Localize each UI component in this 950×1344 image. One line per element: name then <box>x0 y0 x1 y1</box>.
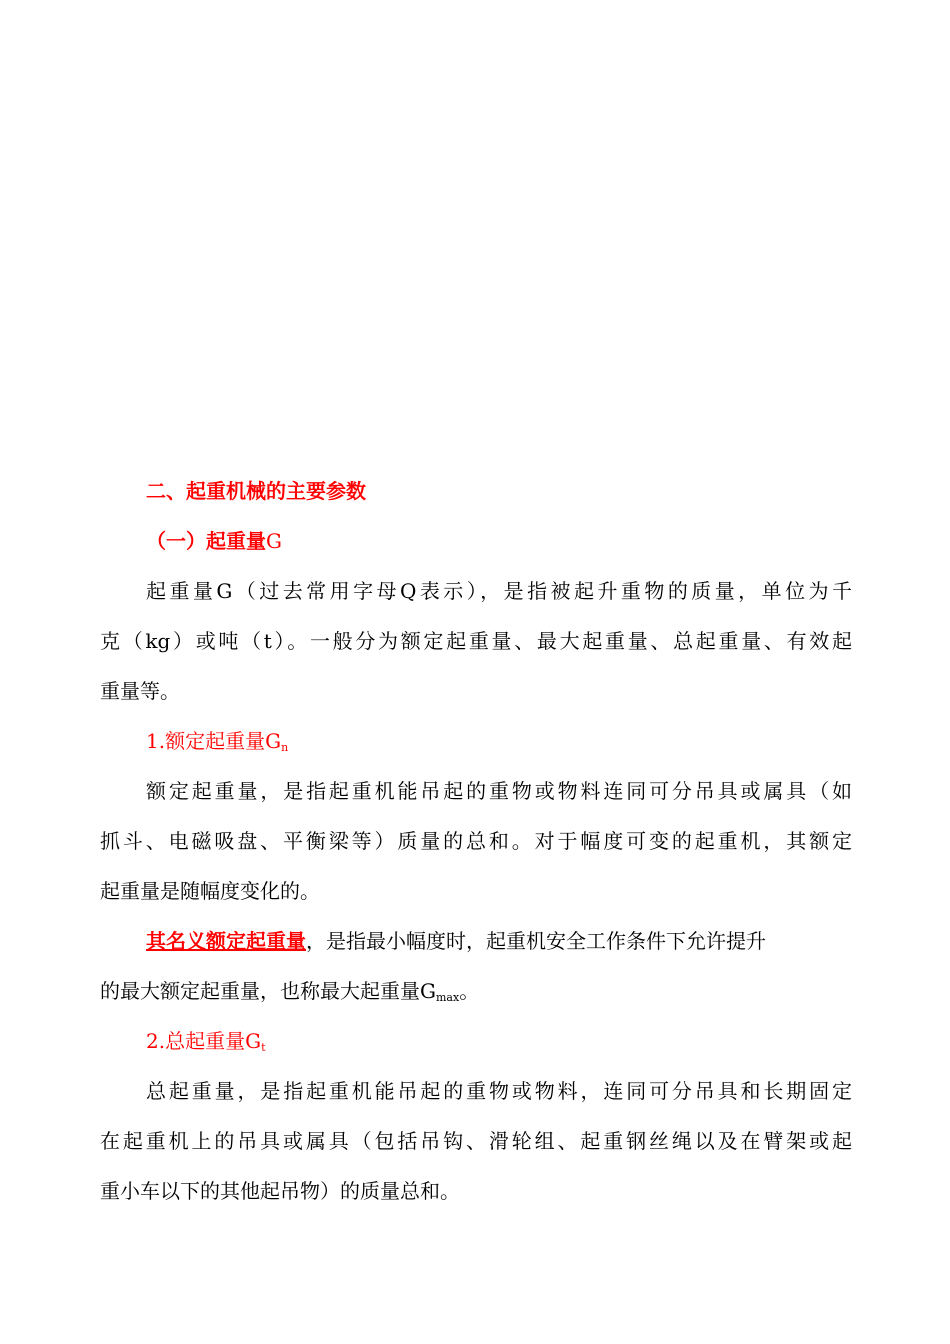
intro-line-3: 重量等。 <box>100 679 180 703</box>
nominal-line-2-end: 。 <box>459 979 480 1003</box>
item1-line-3: 起重量是随幅度变化的。 <box>100 879 320 903</box>
section-title-text: 二、起重机械的主要参数 <box>146 479 366 503</box>
item1-heading-subscript: n <box>281 741 289 754</box>
nominal-line-2-text: 的最大额定起重量，也称最大起重量G <box>100 979 436 1003</box>
nominal-line-1-rest: ，是指最小幅度时，起重机安全工作条件下允许提升 <box>306 929 766 953</box>
item2-line-2: 在起重机上的吊具或属具（包括吊钩、滑轮组、起重钢丝绳以及在臂架或起 <box>100 1129 852 1153</box>
item2-heading-subscript: t <box>261 1041 266 1054</box>
nominal-line-1 <box>100 916 852 966</box>
item1-heading <box>100 716 852 766</box>
subsection-title-symbol: G <box>266 529 282 553</box>
section-title <box>100 466 852 516</box>
intro-paragraph <box>100 566 852 716</box>
subsection-title <box>100 516 852 566</box>
item2-line-1: 总起重量，是指起重机能吊起的重物或物料，连同可分吊具和长期固定 <box>146 1079 852 1103</box>
item1-paragraph <box>100 766 852 916</box>
item2-line-3: 重小车以下的其他起吊物）的质量总和。 <box>100 1179 460 1203</box>
item1-line-1: 额定起重量，是指起重机能吊起的重物或物料连同可分吊具或属具（如 <box>146 779 852 803</box>
intro-line-2: 克（kg）或吨（t）。一般分为额定起重量、最大起重量、总起重量、有效起 <box>100 629 852 653</box>
nominal-line-2 <box>100 966 852 1016</box>
subsection-title-prefix: （一）起重量 <box>146 529 266 553</box>
nominal-subscript: max <box>435 991 460 1004</box>
item1-heading-text: 1.额定起重量G <box>146 729 282 753</box>
item2-heading-text: 2.总起重量G <box>146 1029 262 1053</box>
item2-paragraph <box>100 1066 852 1216</box>
document-page <box>100 466 852 1216</box>
nominal-paragraph <box>100 916 852 1016</box>
nominal-term: 其名义额定起重量 <box>146 929 306 953</box>
intro-line-1: 起重量G（过去常用字母Q表示），是指被起升重物的质量，单位为千 <box>146 579 852 603</box>
item2-heading <box>100 1016 852 1066</box>
item1-line-2: 抓斗、电磁吸盘、平衡梁等）质量的总和。对于幅度可变的起重机，其额定 <box>100 829 852 853</box>
